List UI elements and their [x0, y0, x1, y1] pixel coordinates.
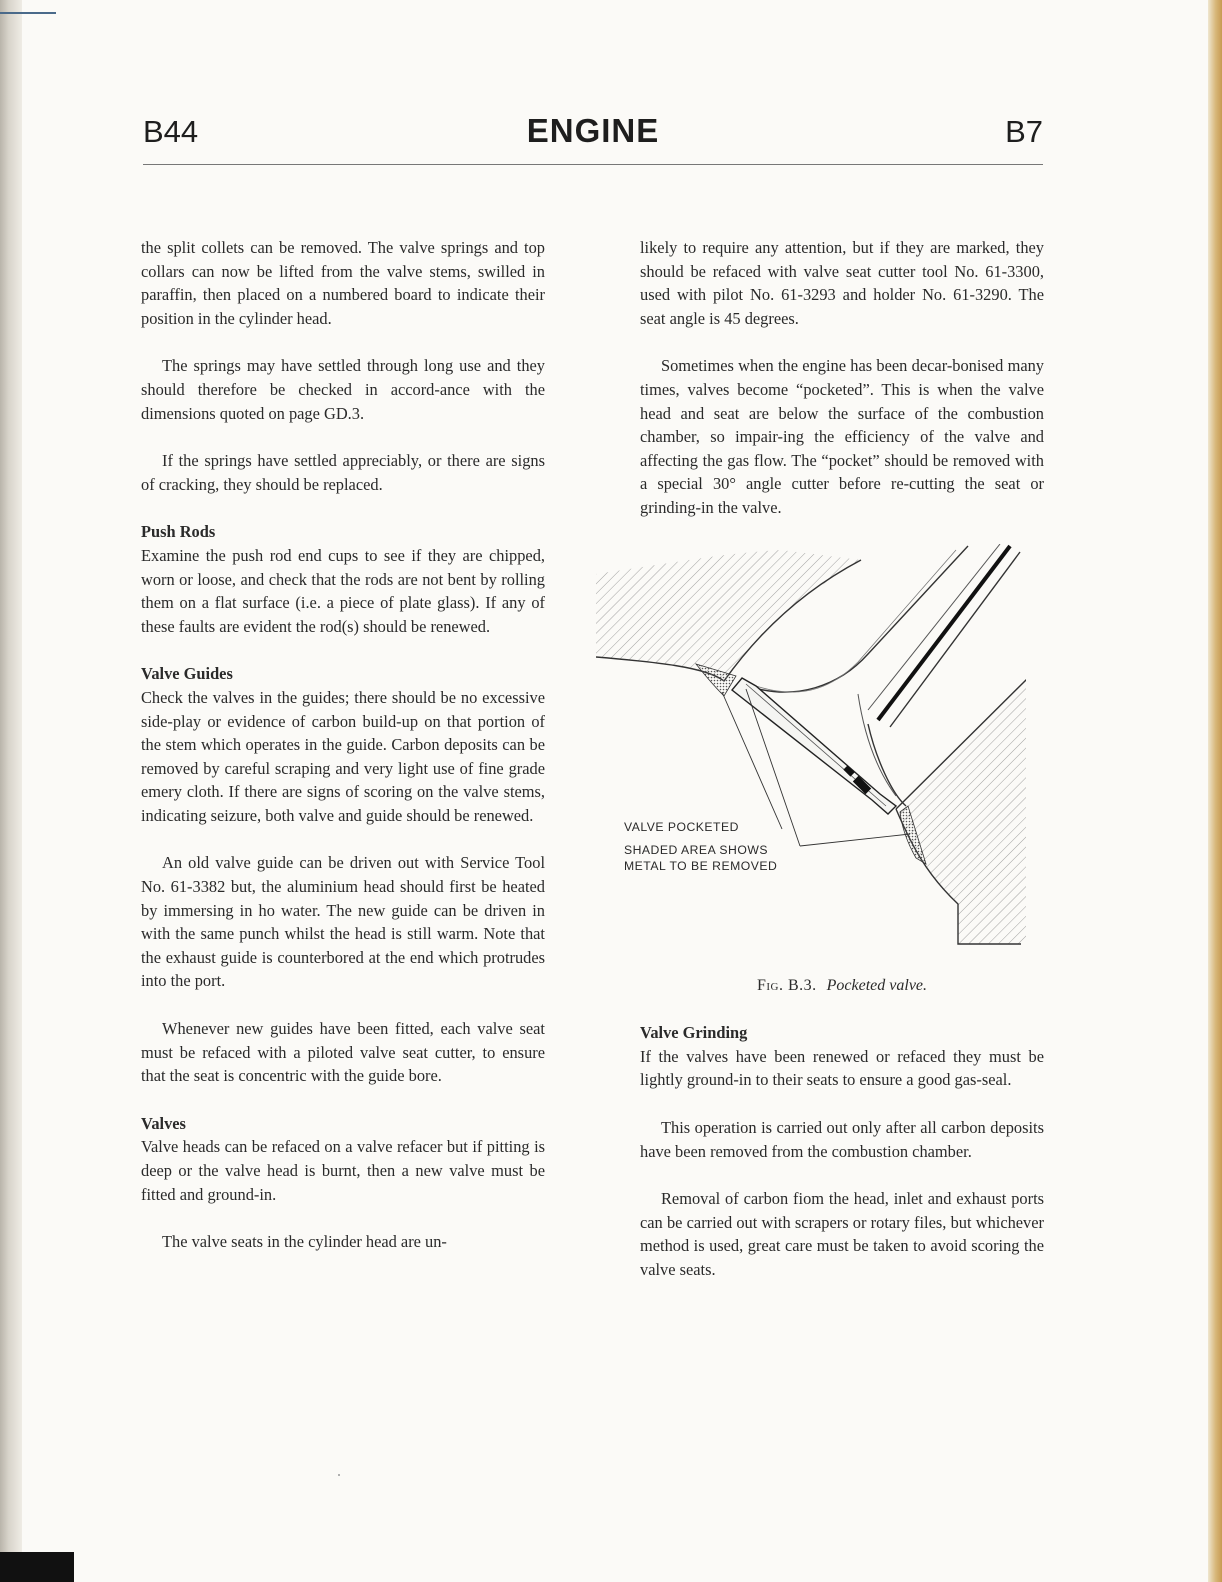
section-heading-valve-grinding: Valve Grinding [640, 1023, 748, 1043]
paragraph: If the springs have settled appreciably, or there are signs of cracking, they should be replaced. [141, 451, 545, 494]
figure-pocketed-valve [596, 544, 1026, 964]
figure-title: Pocketed valve. [826, 976, 928, 994]
leader-line-metal [800, 834, 910, 846]
paragraph: likely to require any attention, but if they are marked, they should be refaced with valve seat cutter tool No. 61-3300, used with pilot No. 61-3293 and holder No. 61-3290. The seat angle is 45 degrees. [640, 238, 1044, 328]
paragraph: This operation is carried out only after all carbon deposits have been removed from the combustion chamber. [640, 1117, 1044, 1161]
paragraph: Sometimes when the engine has been decar-bonised many times, valves become “pocketed”. This is when the valve head and seat are below the surface of the combustion chamber, so impair-ing the efficiency of the valve and affecting the gas flow. The “pocket” should be removed with a special 30° angle cutter before re-cutting the seat or grinding-in the valve. [640, 356, 1044, 517]
paragraph: Check the valves in the guides; there should be no excessive side-play or evidence of carbon build-up on that portion of the stem which operates in the guide. Carbon deposits can be removed by careful scraping and very light use of fine grade emery cloth. If there are signs of scoring on the valve stems, indicating seizure, both valve and guide should be renewed. [141, 687, 545, 825]
section-heading-push-rods: Push Rods [141, 522, 216, 542]
figure-number: Fig. B.3. [756, 976, 817, 994]
paragraph: The springs may have settled through long use and they should therefore be checked in accord-ance with the dimensions quoted on page GD.3. [141, 356, 545, 423]
right-column [624, 236, 1044, 1305]
paragraph: The valve seats in the cylinder head are un- [162, 1232, 447, 1252]
header-page-code: B7 [1005, 114, 1043, 149]
scan-corner-mark [0, 0, 56, 14]
scan-speck [338, 1474, 340, 1476]
page-header [143, 114, 1043, 154]
header-section-code: B44 [143, 114, 199, 149]
paragraph: An old valve guide can be driven out with Service Tool No. 61-3382 but, the aluminium head should first be heated by immersing in ho water. The new guide can be driven in with the same punch whilst the head is still warm. Note that the exhaust guide is counterbored at the end which protrudes into the port. [141, 853, 545, 991]
section-heading-valves: Valves [141, 1113, 186, 1133]
figure-label-shaded-area: SHADED AREA SHOWS [624, 842, 768, 857]
figure-label-metal-removed: METAL TO BE REMOVED [624, 858, 778, 873]
paragraph: If the valves have been renewed or refaced they must be lightly ground-in to their seats to ensure a good gas-seal. [640, 1046, 1044, 1090]
figure-label-valve-pocketed: VALVE POCKETED [624, 819, 739, 834]
scan-binding-edge [0, 0, 22, 1582]
scan-page-edge [1208, 0, 1222, 1582]
paragraph: the split collets can be removed. The valve springs and top collars can now be lifted from the valve stems, swilled in paraffin, then placed on a numbered board to indicate their position in the cylinder head. [141, 238, 545, 328]
paragraph: Removal of carbon fiom the head, inlet and exhaust ports can be carried out with scrapers or rotary files, but whichever method is used, great care must be taken to avoid scoring the valve seats. [640, 1189, 1044, 1279]
valve-stem-edge [890, 552, 1020, 727]
header-rule [143, 164, 1043, 165]
pocketed-valve-diagram [596, 544, 1026, 964]
section-heading-valve-guides: Valve Guides [141, 664, 233, 684]
scan-bottom-shadow [0, 1552, 74, 1582]
figure-caption [640, 974, 1044, 998]
paragraph: Valve heads can be refaced on a valve refacer but if pitting is deep or the valve head is burnt, then a new valve must be fitted and ground-in. [141, 1137, 545, 1204]
paragraph: Examine the push rod end cups to see if they are chipped, worn or loose, and check that the rods are not bent by rolling them on a flat surface (i.e. a piece of plate glass). If any of these faults are evident the rod(s) should be renewed. [141, 545, 545, 636]
page-title: ENGINE [526, 112, 660, 149]
left-column [141, 236, 545, 1278]
valve-seat-section [896, 678, 1026, 944]
cylinder-head-section [596, 550, 861, 681]
paragraph: Whenever new guides have been fitted, each valve seat must be refaced with a piloted valve seat cutter, to ensure that the seat is concentric with the guide bore. [141, 1019, 545, 1086]
